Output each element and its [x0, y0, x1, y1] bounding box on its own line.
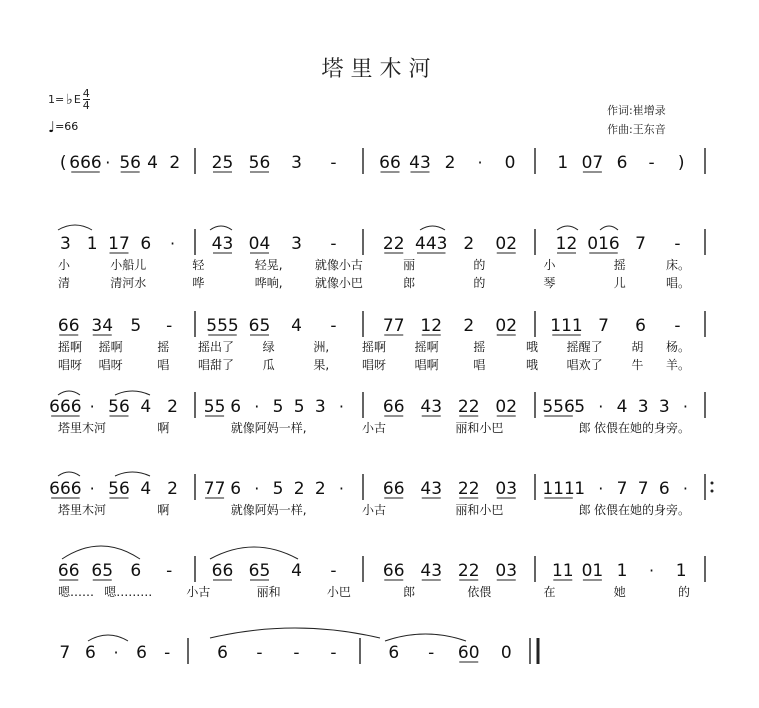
note: 12 — [420, 316, 443, 336]
note: - — [293, 643, 300, 663]
note: - — [330, 153, 337, 173]
lyric-syllable: 的 — [473, 258, 486, 272]
lyric-syllable: 摇醒了 — [566, 340, 603, 354]
augmentation-dot: · — [338, 479, 344, 498]
lyricist: 作词:崔增录 — [607, 104, 666, 117]
note: 2 — [444, 153, 456, 173]
note: 7 — [616, 479, 628, 499]
note: 12 — [555, 234, 578, 254]
lyric-syllable: 轻晃, — [254, 258, 283, 272]
lyric-syllable: 在 — [543, 585, 556, 599]
lyric-syllable: 摇 — [157, 340, 170, 354]
lyric-syllable: 的 — [677, 585, 690, 599]
note: 1 — [574, 479, 586, 499]
note: 5 — [293, 397, 305, 417]
note: 1 — [616, 561, 628, 581]
note: 6 — [84, 643, 96, 663]
lyric-syllable: 依偎在她的身旁。 — [593, 503, 690, 517]
repeat-dot — [711, 490, 714, 493]
note: 17 — [108, 234, 130, 254]
lyric-syllable: 唱呀 — [361, 358, 387, 372]
slur-arc — [115, 391, 150, 395]
lyric-syllable: 丽 — [403, 258, 416, 272]
lyric-syllable: 小古 — [361, 503, 387, 517]
note: 5 — [272, 479, 284, 499]
lyric-syllable: 小 — [58, 258, 71, 272]
note: 3 — [658, 397, 670, 417]
lyric-syllable: 郎 — [578, 503, 591, 517]
note: 02 — [495, 397, 518, 417]
lyric-syllable: 嗯……… — [104, 585, 153, 599]
note: 66 — [382, 561, 405, 581]
lyric-syllable: 唱甜了 — [197, 358, 235, 372]
note: 77 — [382, 316, 405, 336]
note: 5 — [130, 316, 142, 336]
lyric-syllable: 儿 — [613, 276, 626, 290]
lyric-syllable: 唱 — [157, 358, 170, 372]
note: 0 — [500, 643, 512, 663]
lyric-syllable: 羊。 — [665, 358, 690, 372]
composer: 作曲:王东音 — [607, 123, 666, 136]
song-title: 塔里木河 — [321, 57, 438, 82]
note: 66 — [57, 561, 80, 581]
note: ( — [59, 153, 67, 173]
lyric-syllable: 摇 — [613, 258, 626, 272]
lyric-syllable: 的 — [473, 276, 486, 290]
lyric-syllable: 洲, — [313, 340, 330, 354]
note: 5 — [272, 397, 284, 417]
lyric-syllable: 清河水 — [110, 276, 147, 290]
note: 60 — [457, 643, 480, 663]
note: 3 — [314, 397, 326, 417]
note: 4 — [291, 316, 302, 336]
note: 111 — [550, 316, 583, 336]
note: 2 — [463, 316, 475, 336]
note: - — [674, 316, 681, 336]
slur-arc — [600, 226, 618, 230]
note: 2 — [463, 234, 475, 254]
note: - — [166, 561, 173, 581]
lyric-syllable: 就像阿妈一样, — [230, 503, 307, 517]
note: 07 — [581, 153, 604, 173]
lyric-syllable: 哦 — [525, 340, 539, 354]
lyric-syllable: 就像小巴 — [314, 276, 363, 290]
note: 3 — [291, 153, 302, 173]
note: 666 — [49, 397, 82, 417]
slur-arc — [385, 634, 466, 641]
augmentation-dot: · — [477, 153, 483, 172]
augmentation-dot: · — [598, 479, 604, 498]
slur-arc — [420, 226, 445, 230]
lyric-syllable: 唱呀 — [58, 358, 83, 372]
note: 65 — [91, 561, 114, 581]
note: 22 — [457, 397, 480, 417]
lyric-syllable: 唱呀 — [98, 358, 123, 372]
note: 111 — [542, 479, 575, 499]
lyric-syllable: 摇啊 — [98, 340, 123, 354]
note: 6 — [658, 479, 670, 499]
lyric-syllable: 嗯…… — [58, 585, 95, 599]
lyric-syllable: 摇出了 — [197, 340, 235, 354]
note: 6 — [217, 643, 228, 663]
lyric-syllable: 果, — [313, 358, 330, 372]
note: 3 — [637, 397, 649, 417]
note: 443 — [415, 234, 448, 254]
lyric-syllable: 郎 — [578, 421, 591, 435]
note: 4 — [147, 153, 158, 173]
lyric-syllable: 唱。 — [665, 276, 690, 290]
augmentation-dot: · — [254, 397, 260, 416]
lyric-syllable: 摇啊 — [58, 340, 83, 354]
note: 22 — [382, 234, 405, 254]
augmentation-dot: · — [105, 153, 111, 172]
lyric-syllable: 小古 — [186, 585, 211, 599]
lyric-syllable: 她 — [613, 585, 626, 599]
note: 66 — [382, 397, 405, 417]
note: 66 — [57, 316, 80, 336]
note: 56 — [108, 479, 130, 499]
note: 22 — [457, 479, 480, 499]
note: 56 — [119, 153, 141, 173]
lyric-syllable: 小古 — [361, 421, 387, 435]
note: 65 — [248, 561, 271, 581]
slur-arc — [58, 391, 80, 395]
lyric-syllable: 小巴 — [326, 585, 351, 599]
note: 2 — [167, 479, 179, 499]
note: 66 — [211, 561, 234, 581]
note: 66 — [382, 479, 405, 499]
note: 2 — [167, 397, 179, 417]
lyric-syllable: 郎 — [403, 276, 416, 290]
note: 555 — [206, 316, 239, 336]
note: - — [164, 643, 171, 663]
slur-arc — [210, 547, 298, 559]
lyric-syllable: 杨。 — [665, 340, 690, 354]
note: 43 — [420, 397, 443, 417]
note: 3 — [291, 234, 302, 254]
lyric-syllable: 塔里木河 — [58, 503, 107, 517]
note: 03 — [495, 561, 518, 581]
note: 5 — [574, 397, 586, 417]
lyric-syllable: 就像阿妈一样, — [230, 421, 307, 435]
note: - — [330, 316, 337, 336]
lyric-syllable: 哗 — [192, 276, 205, 290]
note: 01 — [581, 561, 604, 581]
slur-arc — [557, 226, 578, 230]
lyric-syllable: 郎 — [403, 585, 416, 599]
lyric-syllable: 依偎在她的身旁。 — [593, 421, 690, 435]
augmentation-dot: · — [89, 479, 95, 498]
note: 666 — [69, 153, 102, 173]
augmentation-dot: · — [89, 397, 95, 416]
note: - — [674, 234, 681, 254]
lyric-syllable: 摇 — [473, 340, 486, 354]
lyric-syllable: 丽和小巴 — [455, 503, 504, 517]
note: 6 — [635, 316, 646, 336]
note: 3 — [59, 234, 71, 254]
note: 1 — [86, 234, 98, 254]
lyric-syllable: 丽和 — [256, 585, 281, 599]
lyric-syllable: 琴 — [543, 276, 556, 290]
lyric-syllable: 丽和小巴 — [455, 421, 504, 435]
note: 4 — [140, 479, 152, 499]
note: 56 — [248, 153, 271, 173]
augmentation-dot: · — [113, 643, 119, 662]
note: 2 — [293, 479, 305, 499]
lyric-syllable: 哦 — [525, 358, 539, 372]
key-note: E — [73, 93, 81, 106]
quarter-note-icon: ♩ — [48, 118, 56, 136]
note: 2 — [169, 153, 181, 173]
lyric-syllable: 唱欢了 — [566, 358, 603, 372]
note: 4 — [140, 397, 152, 417]
note: 02 — [495, 234, 518, 254]
note: 4 — [291, 561, 302, 581]
note: 66 — [379, 153, 401, 173]
tempo-value: =66 — [55, 120, 79, 133]
note: - — [330, 643, 337, 663]
lyric-syllable: 啊 — [157, 421, 170, 435]
note: 1 — [557, 153, 569, 173]
note: 43 — [420, 561, 443, 581]
note: 22 — [457, 561, 480, 581]
note: - — [648, 153, 655, 173]
note: 7 — [598, 316, 609, 336]
time-bottom: 4 — [82, 99, 90, 112]
note: - — [330, 561, 337, 581]
note: 4 — [616, 397, 628, 417]
slur-arc — [88, 635, 128, 641]
note: 666 — [49, 479, 82, 499]
note: 6 — [388, 643, 400, 663]
augmentation-dot: · — [254, 479, 260, 498]
note: 6 — [130, 561, 142, 581]
note: 34 — [91, 316, 114, 336]
lyric-syllable: 就像小古 — [314, 258, 363, 272]
note: 56 — [108, 397, 130, 417]
lyric-syllable: 唱 — [473, 358, 486, 372]
lyric-syllable: 唱啊 — [414, 358, 439, 372]
note: 6 — [616, 153, 628, 173]
augmentation-dot: · — [170, 234, 176, 253]
lyric-syllable: 轻 — [192, 258, 205, 272]
lyric-syllable: 依偎 — [467, 585, 492, 599]
note: 03 — [495, 479, 518, 499]
note: 6 — [136, 643, 148, 663]
slur-arc — [58, 225, 92, 230]
note: 7 — [637, 479, 649, 499]
lyric-syllable: 塔里木河 — [58, 421, 107, 435]
lyric-syllable: 哗响, — [254, 276, 283, 290]
augmentation-dot: · — [338, 397, 344, 416]
note: 77 — [203, 479, 226, 499]
slur-arc — [210, 628, 380, 638]
note: - — [166, 316, 173, 336]
flat-sign: ♭ — [66, 91, 73, 108]
lyric-syllable: 摇啊 — [361, 340, 387, 354]
note: 7 — [635, 234, 646, 254]
lyric-syllable: 胡 — [631, 340, 644, 354]
note: 43 — [211, 234, 234, 254]
note: 6 — [230, 479, 242, 499]
note: 6 — [230, 397, 242, 417]
note: 04 — [248, 234, 271, 254]
note: 55 — [203, 397, 226, 417]
slur-arc — [210, 226, 232, 230]
lyric-syllable: 小 — [543, 258, 556, 272]
augmentation-dot: · — [682, 397, 688, 416]
note: 02 — [495, 316, 518, 336]
note: - — [256, 643, 263, 663]
lyric-syllable: 床。 — [665, 258, 690, 272]
note: 1 — [675, 561, 687, 581]
lyric-syllable: 瓜 — [262, 358, 275, 372]
lyric-syllable: 牛 — [631, 358, 644, 372]
lyric-syllable: 摇啊 — [414, 340, 439, 354]
lyric-syllable: 小船儿 — [110, 258, 147, 272]
note: 25 — [211, 153, 234, 173]
note: 7 — [59, 643, 71, 663]
augmentation-dot: · — [682, 479, 688, 498]
note: 11 — [551, 561, 574, 581]
note: 556 — [542, 397, 575, 417]
repeat-dot — [711, 482, 714, 485]
lyric-syllable: 绿 — [262, 340, 275, 354]
lyric-syllable: 清 — [58, 276, 71, 290]
note: 43 — [409, 153, 431, 173]
note: - — [428, 643, 435, 663]
note: 016 — [587, 234, 620, 254]
note: 65 — [248, 316, 271, 336]
note: 2 — [314, 479, 326, 499]
augmentation-dot: · — [649, 561, 655, 580]
time-top: 4 — [82, 87, 90, 100]
note: 43 — [420, 479, 443, 499]
note: 6 — [140, 234, 152, 254]
slur-arc — [58, 472, 80, 476]
slur-arc — [62, 546, 140, 559]
note: 0 — [504, 153, 516, 173]
slur-arc — [115, 472, 150, 476]
augmentation-dot: · — [598, 397, 604, 416]
note: - — [330, 234, 337, 254]
key-prefix: 1= — [48, 93, 65, 106]
lyric-syllable: 啊 — [157, 503, 170, 517]
note: ) — [677, 153, 685, 173]
